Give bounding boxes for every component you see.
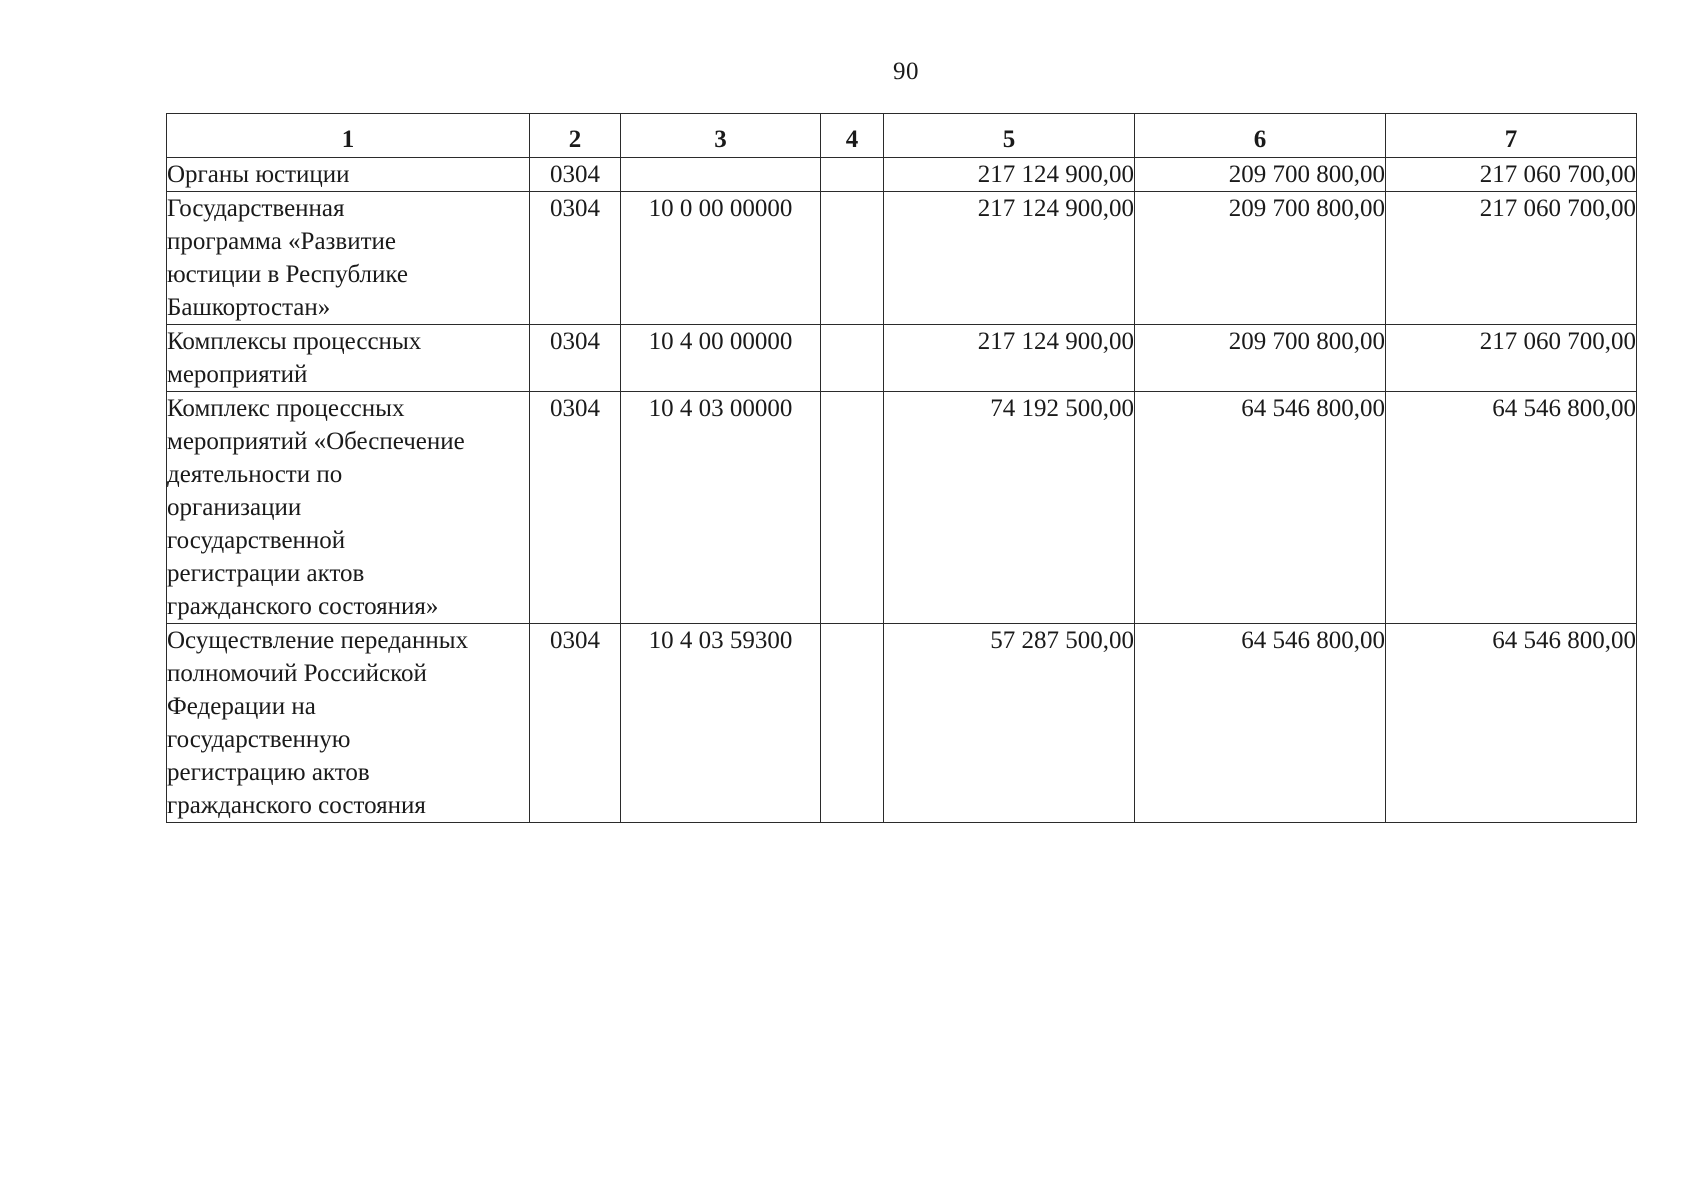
row-amount-5: 217 124 900,00 — [884, 158, 1135, 192]
row-type — [821, 624, 884, 823]
table-row — [167, 192, 1637, 325]
table-row — [167, 325, 1637, 392]
row-amount-6: 64 546 800,00 — [1135, 624, 1386, 823]
row-code: 10 0 00 00000 — [621, 192, 821, 325]
row-code: 10 4 03 00000 — [621, 392, 821, 624]
column-header-4: 4 — [821, 114, 884, 158]
row-code — [621, 158, 821, 192]
row-code: 10 4 00 00000 — [621, 325, 821, 392]
row-amount-5: 57 287 500,00 — [884, 624, 1135, 823]
row-section: 0304 — [530, 325, 621, 392]
row-type — [821, 325, 884, 392]
row-name — [167, 624, 530, 823]
row-type — [821, 158, 884, 192]
column-header-1: 1 — [167, 114, 530, 158]
row-amount-6: 209 700 800,00 — [1135, 325, 1386, 392]
row-amount-6: 64 546 800,00 — [1135, 392, 1386, 624]
row-section: 0304 — [530, 192, 621, 325]
row-name-text: Комплекс процессных мероприятий «Обеспечение деятельности по организации государственной регистрации актов гражданского состояния» — [167, 395, 465, 620]
column-header-6: 6 — [1135, 114, 1386, 158]
column-header-5: 5 — [884, 114, 1135, 158]
row-name-text: Государственная программа «Развитие юстиции в Республике Башкортостан» — [167, 195, 409, 321]
row-amount-7: 217 060 700,00 — [1386, 158, 1637, 192]
budget-table — [166, 113, 1637, 823]
row-amount-7: 64 546 800,00 — [1386, 392, 1637, 624]
row-name: Органы юстиции — [167, 158, 530, 192]
table-row — [167, 392, 1637, 624]
table-header-row — [167, 114, 1637, 158]
row-type — [821, 192, 884, 325]
column-header-2: 2 — [530, 114, 621, 158]
row-name-text: Комплексы процессных мероприятий — [167, 328, 422, 388]
row-section: 0304 — [530, 158, 621, 192]
row-name — [167, 192, 530, 325]
column-header-7: 7 — [1386, 114, 1637, 158]
row-amount-5: 217 124 900,00 — [884, 325, 1135, 392]
row-amount-7: 217 060 700,00 — [1386, 325, 1637, 392]
row-name-text: Осуществление переданных полномочий Российской Федерации на государственную регистрацию актов гражданского состояния — [167, 627, 469, 819]
table-row — [167, 158, 1637, 192]
row-section: 0304 — [530, 624, 621, 823]
page-number: 90 — [893, 58, 919, 85]
row-amount-7: 217 060 700,00 — [1386, 192, 1637, 325]
row-amount-6: 209 700 800,00 — [1135, 158, 1386, 192]
row-section: 0304 — [530, 392, 621, 624]
row-type — [821, 392, 884, 624]
row-amount-7: 64 546 800,00 — [1386, 624, 1637, 823]
row-amount-5: 217 124 900,00 — [884, 192, 1135, 325]
row-amount-6: 209 700 800,00 — [1135, 192, 1386, 325]
row-amount-5: 74 192 500,00 — [884, 392, 1135, 624]
row-name — [167, 325, 530, 392]
column-header-3: 3 — [621, 114, 821, 158]
row-name — [167, 392, 530, 624]
table-row — [167, 624, 1637, 823]
row-code: 10 4 03 59300 — [621, 624, 821, 823]
